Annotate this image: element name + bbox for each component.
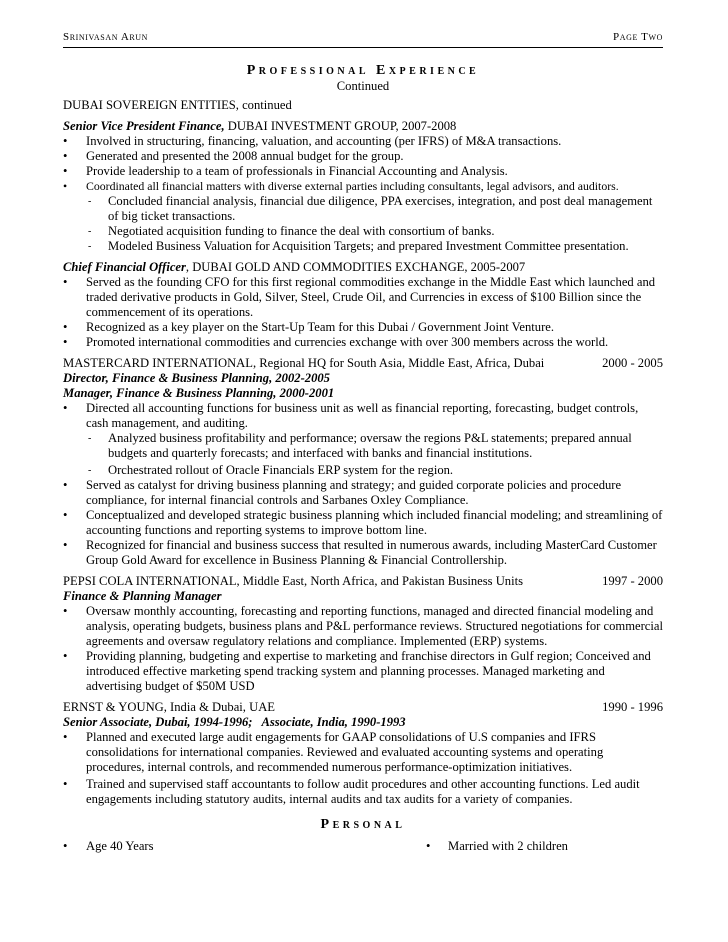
list-item: - Negotiated acquisition funding to finance the deal with consortium of banks.	[63, 224, 663, 239]
header-rule	[63, 47, 663, 48]
list-item: • Generated and presented the 2008 annual budget for the group.	[63, 149, 663, 164]
svp-bullet-list	[63, 134, 663, 194]
list-item: • Trained and supervised staff accountants to follow audit procedures and other accounting functions. Led audit engagements including statutory audits, internal audits and tax audits for a variety of companies.	[63, 777, 663, 807]
org-mastercard	[63, 356, 663, 371]
org-dates: 1997 - 2000	[602, 574, 663, 588]
cfo-bullet-list	[63, 275, 663, 350]
pepsi-bullet-list	[63, 604, 663, 694]
page-header	[63, 30, 663, 46]
list-item: • Served as the founding CFO for this first regional commodities exchange in the Middle East which launched and traded derivative products in Gold, Silver, Steel, Crude Oil, and Currencies in excess of $100 Billion since the commencement of its operations.	[63, 275, 663, 320]
svp-sub-list	[63, 194, 663, 254]
org-dates: 2000 - 2005	[602, 356, 663, 370]
list-item: • Provide leadership to a team of professionals in Financial Accounting and Analysis.	[63, 164, 663, 179]
personal-list	[63, 839, 663, 854]
list-item: • Involved in structuring, financing, valuation, and accounting (per IFRS) of M&A transactions.	[63, 134, 663, 149]
list-item: - Orchestrated rollout of Oracle Financials ERP system for the region.	[63, 463, 663, 478]
role-cfo: Chief Financial Officer, DUBAI GOLD AND COMMODITIES EXCHANGE, 2005-2007	[63, 260, 526, 274]
list-item: - Concluded financial analysis, financial due diligence, PPA exercises, integration, and post deal management of big ticket transactions.	[63, 194, 663, 224]
list-item: • Coordinated all financial matters with diverse external parties including consultants, legal advisors, and auditors.	[63, 179, 663, 194]
experience-section-title: Professional Experience	[246, 63, 480, 78]
role-director: Director, Finance & Business Planning, 2002-2005	[63, 371, 330, 385]
org-name: MASTERCARD INTERNATIONAL, Regional HQ for South Asia, Middle East, Africa, Dubai	[63, 356, 545, 370]
role-senior-associate: Senior Associate, Dubai, 1994-1996; Associate, India, 1990-1993	[63, 715, 406, 729]
personal-item-family: • Married with 2 children	[426, 839, 568, 854]
resume-body	[63, 63, 663, 854]
list-item: - Modeled Business Valuation for Acquisition Targets; and prepared Investment Committee presentation.	[63, 239, 663, 254]
role-manager: Manager, Finance & Business Planning, 2000-2001	[63, 386, 335, 400]
list-item: • Recognized for financial and business success that resulted in numerous awards, including MasterCard Customer Group Gold Award for excellence in Business Planning & Financial Controllership.	[63, 538, 663, 568]
ernst-bullet-list	[63, 730, 663, 807]
header-name: Srinivasan Arun	[63, 31, 149, 43]
list-item: • Oversaw monthly accounting, forecasting and reporting functions, managed and directed financial modeling and analysis, operating budgets, business plans and P&L performance reviews. Structured negotiations for commercial agreements and oversaw regulatory relations and compliance. Implemented (ERP) systems.	[63, 604, 663, 649]
org-dubai-sovereign: DUBAI SOVEREIGN ENTITIES, continued	[63, 98, 292, 112]
mastercard-bullet-list-b	[63, 478, 663, 568]
list-item: • Planned and executed large audit engagements for GAAP consolidations of U.S companies and IFRS consolidations for international companies. Reviewed and evaluated accounting systems and operating procedures, internal controls, and recommended numerous performance-optimization initiatives.	[63, 730, 663, 775]
list-item: • Recognized as a key player on the Start-Up Team for this Dubai / Government Joint Venture.	[63, 320, 663, 335]
org-pepsi	[63, 574, 663, 589]
org-name: ERNST & YOUNG, India & Dubai, UAE	[63, 700, 275, 714]
list-item: • Conceptualized and developed strategic business planning which included financial modeling; and streamlining of accounting functions and reporting systems to improve bottom line.	[63, 508, 663, 538]
org-name: PEPSI COLA INTERNATIONAL, Middle East, North Africa, and Pakistan Business Units	[63, 574, 523, 588]
role-svp-finance: Senior Vice President Finance, DUBAI INVESTMENT GROUP, 2007-2008	[63, 119, 457, 133]
header-page-number: Page Two	[613, 31, 663, 43]
list-item: • Directed all accounting functions for business unit as well as financial reporting, forecasting, budget controls, cash management, and auditing.	[63, 401, 663, 431]
org-ernst-young	[63, 700, 663, 715]
list-item: • Served as catalyst for driving business planning and strategy; and guided corporate policies and procedure compliance, for internal financial controls and Sarbanes Oxley Compliance.	[63, 478, 663, 508]
personal-section-title: Personal	[320, 817, 406, 832]
list-item: - Analyzed business profitability and performance; oversaw the regions P&L statements; prepared annual budgets and quarterly forecasts; and interfaced with banks and financial institutions.	[63, 431, 663, 461]
role-finance-planning-manager: Finance & Planning Manager	[63, 589, 222, 603]
mastercard-sub-list	[63, 431, 663, 478]
mastercard-bullet-list-a	[63, 401, 663, 431]
list-item: • Providing planning, budgeting and expertise to marketing and franchise directors in Gulf region; Conceived and introduced effective marketing spend tracking system and planning processes. Managed marketing and advertising budget of $50M USD	[63, 649, 663, 694]
continued-label: Continued	[336, 79, 390, 93]
personal-item-age: • Age 40 Years	[63, 839, 426, 854]
org-dates: 1990 - 1996	[602, 700, 663, 714]
list-item: • Promoted international commodities and currencies exchange with over 300 members across the world.	[63, 335, 663, 350]
